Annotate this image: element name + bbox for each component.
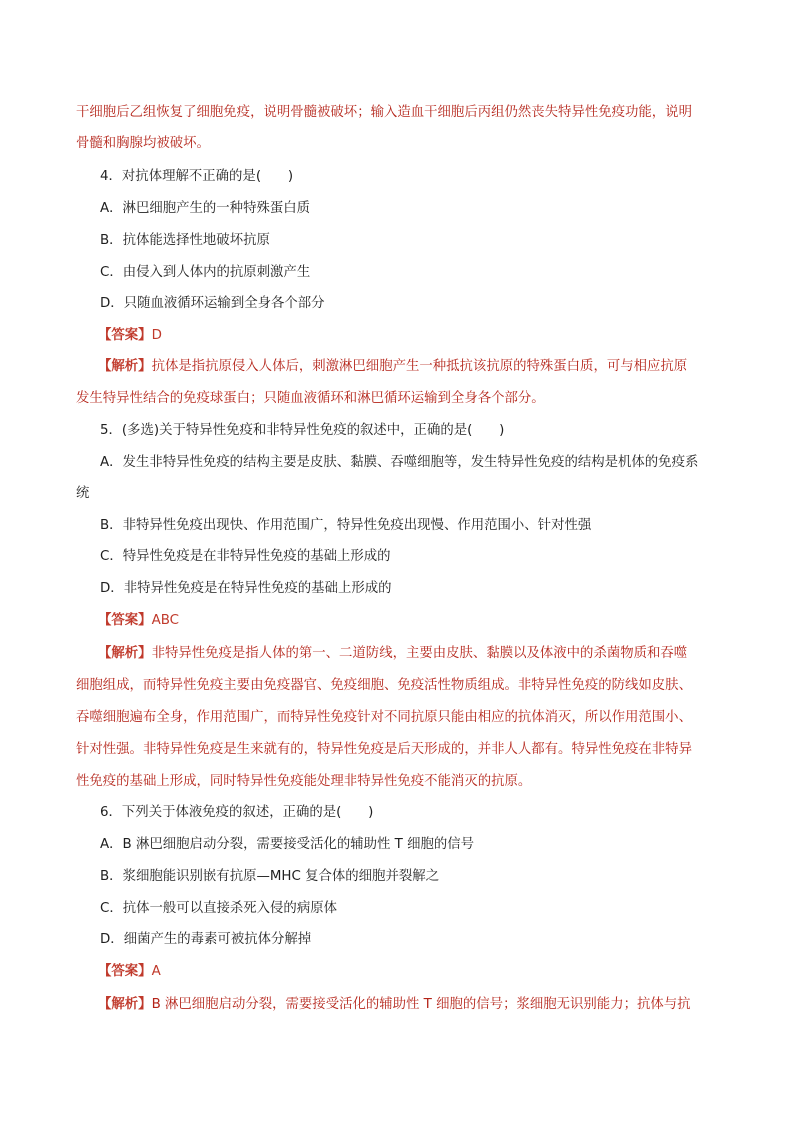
- question-4-analysis-line: 发生特异性结合的免疫球蛋白；只随血液循环和淋巴循环运输到全身各个部分。: [76, 391, 545, 406]
- answer-tag: 【答案】: [98, 613, 152, 628]
- intro-line: 骨髓和胸腺均被破坏。: [76, 136, 210, 151]
- question-5-option-d: D．非特异性免疫是在特异性免疫的基础上形成的: [100, 581, 392, 596]
- intro-line: 干细胞后乙组恢复了细胞免疫，说明骨髓被破坏；输入造血干细胞后丙组仍然丧失特异性免疫功能，说明: [76, 105, 692, 120]
- question-5-option-c: C．特异性免疫是在非特异性免疫的基础上形成的: [100, 549, 391, 564]
- question-5-analysis-line: 性免疫的基础上形成，同时特异性免疫能处理非特异性免疫不能消灭的抗原。: [76, 774, 532, 789]
- question-5-option-b: B．非特异性免疫出现快、作用范围广，特异性免疫出现慢、作用范围小、针对性强: [100, 518, 592, 533]
- question-6-answer: [98, 962, 161, 982]
- question-4-option-d: D．只随血液循环运输到全身各个部分: [100, 296, 325, 311]
- question-4-answer: [98, 326, 162, 346]
- question-5-analysis-line: 吞噬细胞遍布全身，作用范围广，而特异性免疫针对不同抗原只能由相应的抗体消灭，所以作用范围小、: [76, 710, 692, 725]
- question-4-stem: 4．对抗体理解不正确的是( ): [100, 169, 294, 184]
- answer-value: A: [151, 964, 161, 979]
- answer-tag: 【答案】: [98, 328, 152, 343]
- question-5-answer: [98, 611, 179, 631]
- question-6-option-d: D．细菌产生的毒素可被抗体分解掉: [100, 932, 312, 947]
- analysis-tag: 【解析】: [98, 646, 152, 661]
- analysis-text: 抗体是指抗原侵入人体后，刺激淋巴细胞产生一种抵抗该抗原的特殊蛋白质，可与相应抗原: [151, 359, 688, 374]
- question-5-analysis-line: 细胞组成，而特异性免疫主要由免疫器官、免疫细胞、免疫活性物质组成。非特异性免疫的防线如皮肤、: [76, 678, 692, 693]
- question-5-analysis-line: 针对性强。非特异性免疫是生来就有的，特异性免疫是后天形成的，并非人人都有。特异性免疫在非特异: [76, 742, 692, 757]
- question-6-analysis-line: [98, 995, 691, 1015]
- question-4-option-c: C．由侵入到人体内的抗原刺激产生: [100, 265, 311, 280]
- question-4-option-b: B．抗体能选择性地破坏抗原: [100, 233, 270, 248]
- question-5-analysis-line: [98, 644, 687, 664]
- analysis-text: 非特异性免疫是指人体的第一、二道防线，主要由皮肤、黏膜以及体液中的杀菌物质和吞噬: [151, 646, 688, 661]
- question-5-stem: 5．(多选)关于特异性免疫和非特异性免疫的叙述中，正确的是( ): [100, 423, 505, 438]
- analysis-tag: 【解析】: [98, 359, 152, 374]
- question-6-option-c: C．抗体一般可以直接杀死入侵的病原体: [100, 901, 337, 916]
- question-5-option-a: A．发生非特异性免疫的结构主要是皮肤、黏膜、吞噬细胞等，发生特异性免疫的结构是机体的免疫系: [100, 455, 699, 470]
- analysis-tag: 【解析】: [98, 997, 152, 1012]
- answer-value: ABC: [151, 613, 180, 628]
- question-6-option-a: A．B 淋巴细胞启动分裂，需要接受活化的辅助性 T 细胞的信号: [100, 837, 475, 852]
- question-5-option-a-cont: 统: [76, 486, 90, 501]
- answer-tag: 【答案】: [98, 964, 152, 979]
- question-6-stem: 6．下列关于体液免疫的叙述，正确的是( ): [100, 805, 374, 820]
- analysis-text: B 淋巴细胞启动分裂，需要接受活化的辅助性 T 细胞的信号；浆细胞无识别能力；抗体与抗: [151, 997, 691, 1012]
- question-4-analysis-line: [98, 357, 687, 377]
- answer-value: D: [151, 328, 162, 343]
- question-6-option-b: B．浆细胞能识别嵌有抗原—MHC 复合体的细胞并裂解之: [100, 869, 440, 884]
- question-4-option-a: A．淋巴细胞产生的一种特殊蛋白质: [100, 201, 311, 216]
